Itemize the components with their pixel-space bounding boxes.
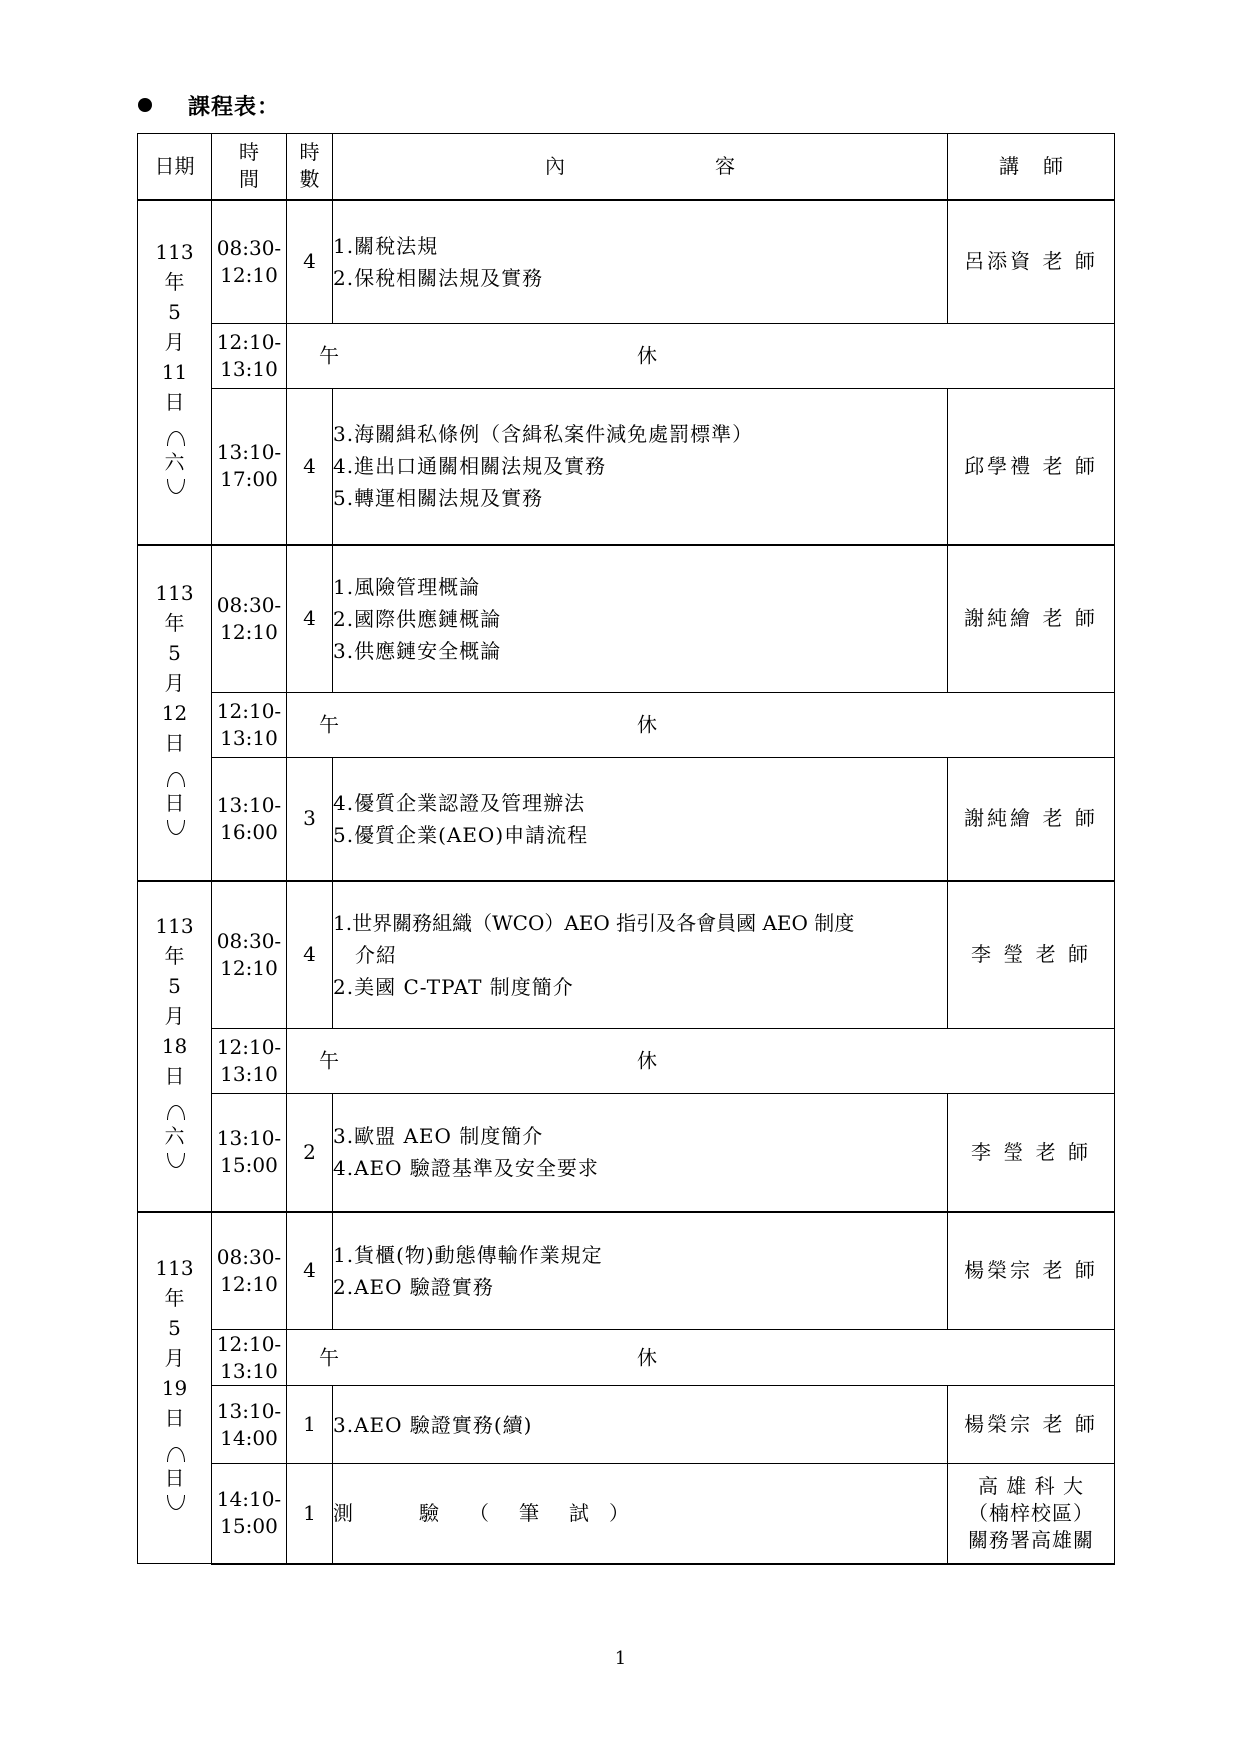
paren-close-icon xyxy=(164,1151,186,1181)
paren-open-icon xyxy=(164,758,186,788)
teacher-cell: 李 瑩 老 師 xyxy=(948,1094,1115,1212)
teacher-cell: 謝純繪 老 師 xyxy=(948,758,1115,881)
table-row xyxy=(138,881,1115,1029)
teacher-cell: 謝純繪 老 師 xyxy=(948,545,1115,693)
lunch-row xyxy=(138,693,1115,758)
hours-cell: 1 xyxy=(287,1386,333,1464)
teacher-cell: 邱學禮 老 師 xyxy=(948,389,1115,545)
course-schedule-table xyxy=(137,133,1115,1565)
date-cell: 113 年 5 月 18 日 六 xyxy=(138,881,212,1212)
time-cell: 13:10- 17:00 xyxy=(212,389,287,545)
time-cell: 12:10- 13:10 xyxy=(212,693,287,758)
time-cell: 08:30- 12:10 xyxy=(212,1212,287,1330)
hours-cell: 4 xyxy=(287,881,333,1029)
content-cell: 1.世界關務組織（WCO）AEO 指引及各會員國 AEO 制度 介紹 2.美國 C-TPAT 制度簡介 xyxy=(333,881,948,1029)
time-cell: 08:30- 12:10 xyxy=(212,545,287,693)
time-cell: 12:10- 13:10 xyxy=(212,1029,287,1094)
teacher-cell: 李 瑩 老 師 xyxy=(948,881,1115,1029)
header-date: 日期 xyxy=(138,134,212,200)
date-cell: 113 年 5 月 19 日 日 xyxy=(138,1212,212,1564)
lunch-row xyxy=(138,1029,1115,1094)
teacher-cell: 呂添資 老 師 xyxy=(948,200,1115,324)
date-cell: 113 年 5 月 12 日 日 xyxy=(138,545,212,881)
time-cell: 13:10- 16:00 xyxy=(212,758,287,881)
table-row xyxy=(138,389,1115,545)
content-cell: 3.AEO 驗證實務(續) xyxy=(333,1386,948,1464)
time-cell: 08:30- 12:10 xyxy=(212,200,287,324)
section-heading xyxy=(138,90,280,120)
exam-cell: 測 驗 （ 筆 試 ） xyxy=(333,1464,948,1564)
hours-cell: 3 xyxy=(287,758,333,881)
bullet-icon xyxy=(138,98,152,112)
header-content: 內 容 xyxy=(333,134,948,200)
lunch-row xyxy=(138,324,1115,389)
table-row xyxy=(138,1386,1115,1464)
paren-close-icon xyxy=(164,477,186,507)
paren-open-icon xyxy=(164,1433,186,1463)
lunch-break-cell: 午 休 xyxy=(287,324,1115,389)
time-cell: 12:10- 13:10 xyxy=(212,1330,287,1386)
time-cell: 08:30- 12:10 xyxy=(212,881,287,1029)
hours-cell: 1 xyxy=(287,1464,333,1564)
content-cell: 1.關稅法規 2.保稅相關法規及實務 xyxy=(333,200,948,324)
exam-row xyxy=(138,1464,1115,1564)
content-cell: 3.歐盟 AEO 制度簡介 4.AEO 驗證基準及安全要求 xyxy=(333,1094,948,1212)
hours-cell: 4 xyxy=(287,545,333,693)
lunch-break-cell: 午 休 xyxy=(287,1029,1115,1094)
table-row xyxy=(138,758,1115,881)
content-cell: 1.貨櫃(物)動態傳輸作業規定 2.AEO 驗證實務 xyxy=(333,1212,948,1330)
teacher-cell: 楊榮宗 老 師 xyxy=(948,1212,1115,1330)
table-row xyxy=(138,1094,1115,1212)
time-cell: 13:10- 14:00 xyxy=(212,1386,287,1464)
table-header-row xyxy=(138,134,1115,200)
table-row xyxy=(138,200,1115,324)
paren-close-icon xyxy=(164,818,186,848)
teacher-cell: 楊榮宗 老 師 xyxy=(948,1386,1115,1464)
hours-cell: 4 xyxy=(287,1212,333,1330)
paren-close-icon xyxy=(164,1493,186,1523)
content-cell: 4.優質企業認證及管理辦法 5.優質企業(AEO)申請流程 xyxy=(333,758,948,881)
header-teacher: 講 師 xyxy=(948,134,1115,200)
lunch-break-cell: 午 休 xyxy=(287,1330,1115,1386)
date-cell: 113 年 5 月 11 日 六 xyxy=(138,200,212,545)
table-row xyxy=(138,545,1115,693)
time-cell: 14:10- 15:00 xyxy=(212,1464,287,1564)
header-hours: 時 數 xyxy=(287,134,333,200)
paren-open-icon xyxy=(164,1091,186,1121)
hours-cell: 2 xyxy=(287,1094,333,1212)
content-cell: 1.風險管理概論 2.國際供應鏈概論 3.供應鏈安全概論 xyxy=(333,545,948,693)
page-number: 1 xyxy=(614,1648,627,1669)
content-cell: 3.海關緝私條例（含緝私案件減免處罰標準） 4.進出口通關相關法規及實務 5.轉運相關法規及實務 xyxy=(333,389,948,545)
paren-open-icon xyxy=(164,417,186,447)
exam-location-cell: 高 雄 科 大 （楠梓校區） 關務署高雄關 xyxy=(948,1464,1115,1564)
heading-title: 課程表： xyxy=(188,93,281,120)
time-cell: 12:10- 13:10 xyxy=(212,324,287,389)
hours-cell: 4 xyxy=(287,200,333,324)
header-time: 時 間 xyxy=(212,134,287,200)
time-cell: 13:10- 15:00 xyxy=(212,1094,287,1212)
hours-cell: 4 xyxy=(287,389,333,545)
table-row xyxy=(138,1212,1115,1330)
lunch-row xyxy=(138,1330,1115,1386)
lunch-break-cell: 午 休 xyxy=(287,693,1115,758)
